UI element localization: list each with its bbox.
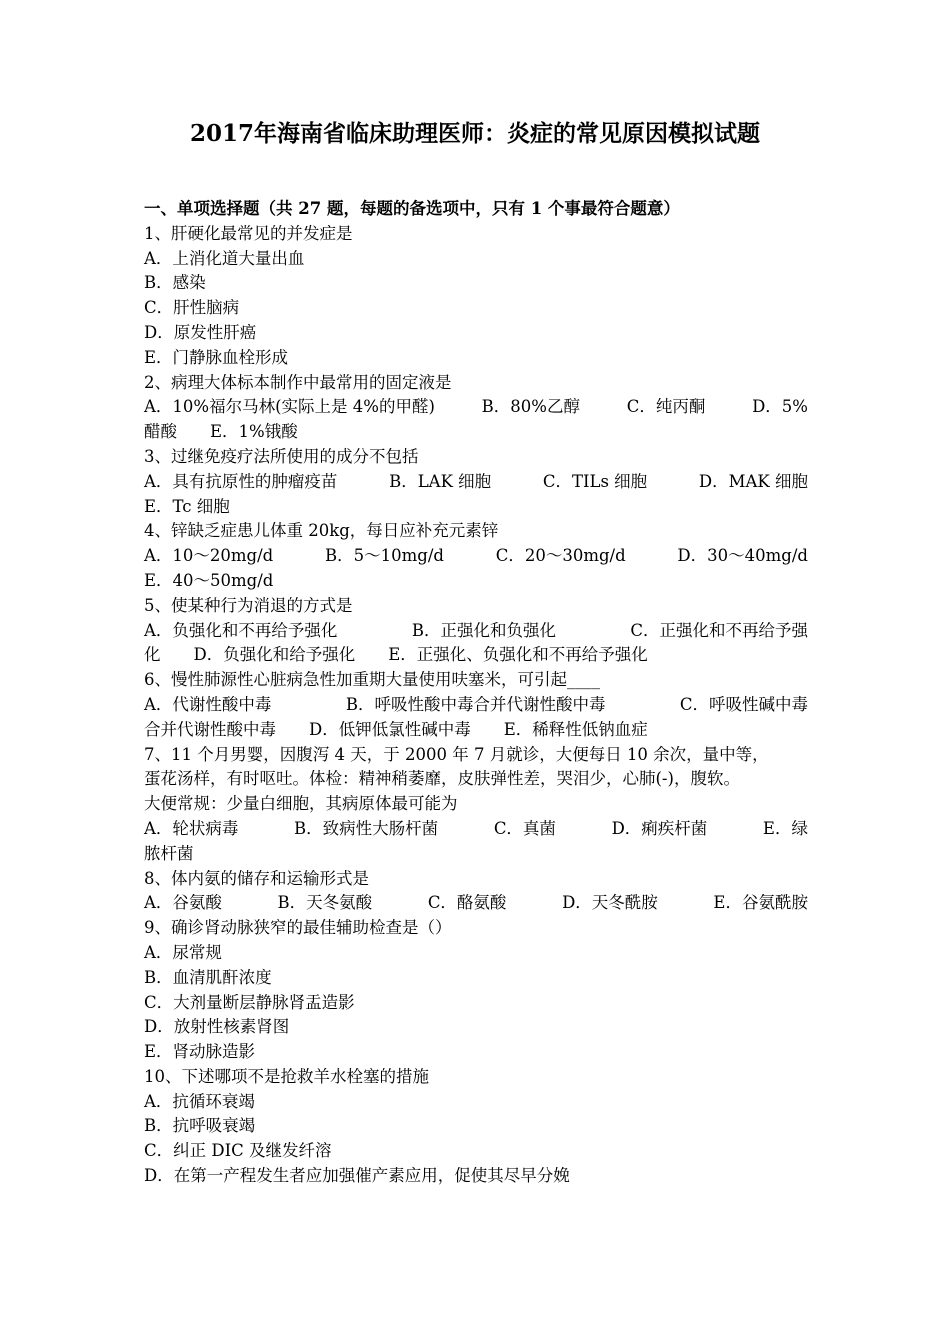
option: A．轮状病毒 [144,818,239,838]
option: B．呼吸性酸中毒合并代谢性酸中毒 [345,694,606,714]
option: C．肝性脑病 [144,298,240,318]
option: D．痢疾杆菌 [611,818,708,838]
option: A．上消化道大量出血 [144,248,305,268]
question-stem: 10、下述哪项不是抢救羊水栓塞的措施 [144,1066,429,1086]
option: D．5% [752,397,808,417]
question-stem: 6、慢性肺源性心脏病急性加重期大量使用呋塞米，可引起____ [144,670,600,690]
option: A．10～20mg/d [144,546,274,566]
option: D．在第一产程发生者应加强催产素应用，促使其尽早分娩 [144,1166,570,1186]
option: B．5～10mg/d [325,546,444,566]
option: C．TILs 细胞 [542,471,648,491]
option-continuation: 脓杆菌 [144,843,194,863]
option: D．放射性核素肾图 [144,1017,290,1037]
option: E．肾动脉造影 [144,1042,256,1062]
option-row [144,891,808,916]
option-row [144,693,808,718]
question-stem: 蛋花汤样，有时呕吐。体检：精神稍萎靡，皮肤弹性差，哭泪少，心肺(-)，腹软。 [144,769,740,789]
option: C．20～30mg/d [495,546,626,566]
option-row [144,619,808,644]
option: C．酪氨酸 [427,893,507,913]
question-list [144,197,808,1189]
option: B．正强化和负强化 [411,620,556,640]
section-heading: 一、单项选择题（共 27 题，每题的备选项中，只有 1 个事最符合题意） [144,199,680,218]
option: A．谷氨酸 [144,893,222,913]
option: B．血清肌酐浓度 [144,967,272,987]
option-continuation: 化 D．负强化和给予强化 E．正强化、负强化和不再给予强化 [144,645,648,665]
option-continuation: 合并代谢性酸中毒 D．低钾低氯性碱中毒 E．稀释性低钠血症 [144,719,648,739]
option: D．原发性肝癌 [144,322,257,342]
option: B．致病性大肠杆菌 [294,818,439,838]
option-row [144,544,808,569]
option: C．大剂量断层静脉肾盂造影 [144,992,355,1012]
option: E．40～50mg/d [144,570,274,590]
question-stem: 5、使某种行为消退的方式是 [144,595,353,615]
option: A．尿常规 [144,942,222,962]
option: A．具有抗原性的肿瘤疫苗 [144,471,338,491]
option: B．感染 [144,273,206,293]
question-stem: 3、过继免疫疗法所使用的成分不包括 [144,446,419,466]
option: B．抗呼吸衰竭 [144,1116,256,1136]
question-stem: 4、锌缺乏症患儿体重 20kg，每日应补充元素锌 [144,521,499,541]
option: A．10%福尔马林(实际上是 4%的甲醛) [144,397,435,417]
option: C．呼吸性碱中毒 [679,694,808,714]
option: E．绿 [762,818,808,838]
option: C．真菌 [493,818,556,838]
question-stem: 8、体内氨的储存和运输形式是 [144,868,369,888]
question-stem: 9、确诊肾动脉狭窄的最佳辅助检查是（） [144,918,452,938]
option: B．天冬氨酸 [277,893,373,913]
option: E．门静脉血栓形成 [144,347,289,367]
option: D．天冬酰胺 [562,893,658,913]
option: E．谷氨酰胺 [713,893,808,913]
option: B．LAK 细胞 [389,471,492,491]
question-stem: 1、肝硬化最常见的并发症是 [144,223,353,243]
option-row [144,395,808,420]
page-title: 2017年海南省临床助理医师：炎症的常见原因模拟试题 [189,120,760,147]
question-stem: 2、病理大体标本制作中最常用的固定液是 [144,372,452,392]
option: B．80%乙醇 [481,397,580,417]
question-stem: 大便常规：少量白细胞，其病原体最可能为 [144,794,458,814]
option: E．Tc 细胞 [144,496,230,516]
option: A．代谢性酸中毒 [144,694,272,714]
option: D．MAK 细胞 [698,471,808,491]
option: C．纠正 DIC 及继发纤溶 [144,1141,332,1161]
question-stem: 7、11 个月男婴，因腹泻 4 天，于 2000 年 7 月就诊，大便每日 10 余次，量中等， [144,744,769,764]
option: A．抗循环衰竭 [144,1091,255,1111]
option: C．正强化和不再给予强 [630,620,808,640]
option: C．纯丙酮 [626,397,706,417]
option-row [144,817,808,842]
option-continuation: 醋酸 E．1%锇酸 [144,422,298,442]
option: D．30～40mg/d [677,546,808,566]
option: A．负强化和不再给予强化 [144,620,338,640]
option-row [144,470,808,495]
